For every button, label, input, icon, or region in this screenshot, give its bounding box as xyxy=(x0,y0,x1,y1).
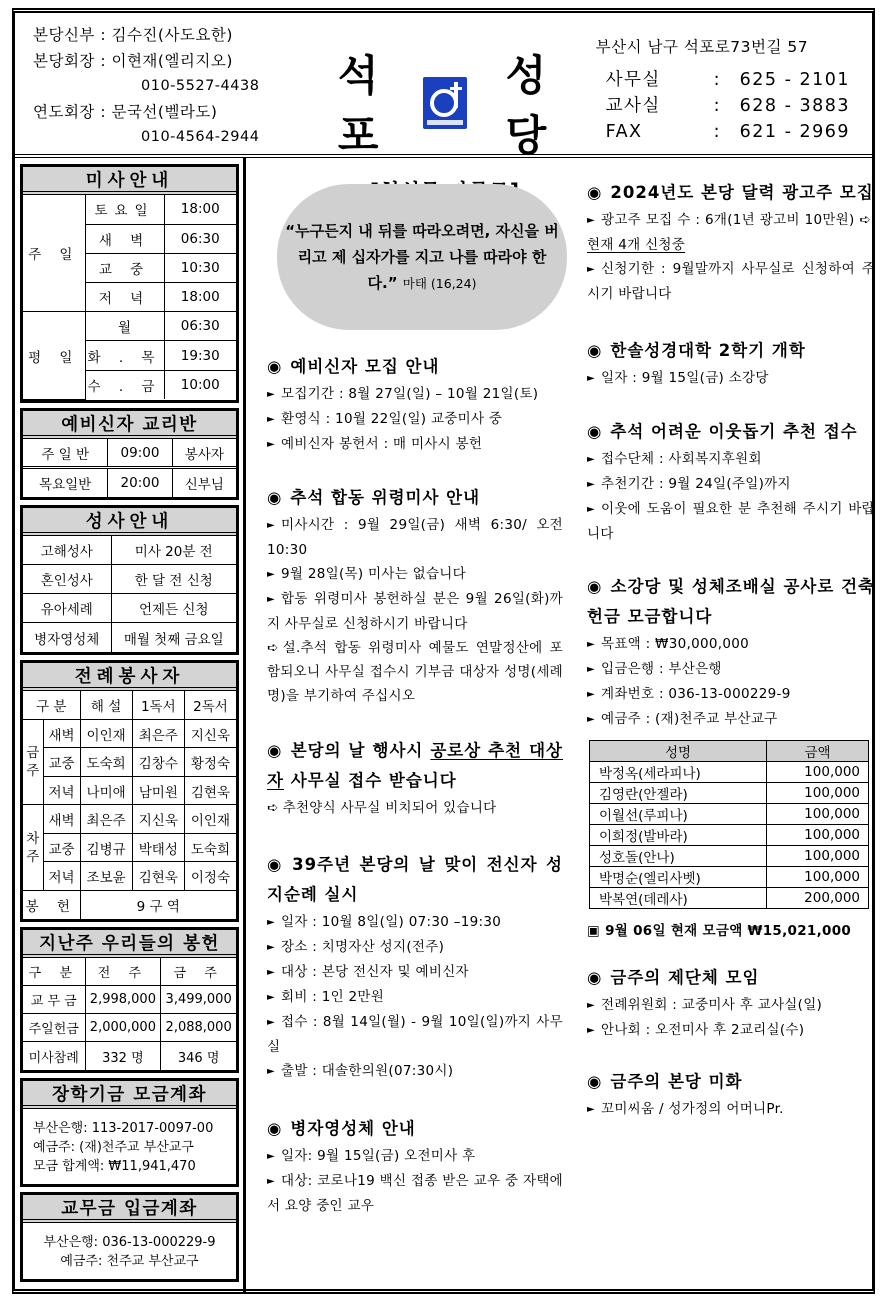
offerings-box xyxy=(20,927,239,1073)
title-right: 성당 xyxy=(505,51,553,160)
bullet-icon: ◉ xyxy=(267,357,283,376)
arrow-icon: ► xyxy=(267,1176,275,1187)
fund-total: ▣ 9월 06일 현재 모금액 ₩15,021,000 xyxy=(587,923,852,939)
bullet-icon: ◉ xyxy=(587,183,603,202)
arrow-icon: ► xyxy=(267,520,275,531)
catechumen-class-table: 주 일 반 09:00 봉사자 목요일반 20:00 신부님 xyxy=(23,439,236,497)
table-row: 김영란(안젤라) 100,000 xyxy=(590,783,869,804)
arrow-icon: ► xyxy=(587,1000,595,1011)
title-left: 석포 xyxy=(337,51,385,160)
notice-sick-communion: ◉ 병자영성체 안내 ► 일자: 9월 15일(금) 오전미사 후 ► 대상: 코로나19 백신 접종 받은 교우 중 자택에서 요양 중인 교우 xyxy=(267,1119,563,1214)
arrow-icon: ► xyxy=(587,639,595,650)
catechumen-class-title: 예비신자 교리반 xyxy=(23,411,236,439)
arrow-icon: ► xyxy=(267,1066,275,1077)
arrow-icon: ► xyxy=(267,967,275,978)
notice-merit-award: ◉ 본당의 날 행사시 공로상 추천 대상자 사무실 접수 받습니다 ➪ 추천양식 사무실 비치되어 있습니다 xyxy=(267,741,563,816)
table-row: 성호돌(안나) 100,000 xyxy=(590,846,869,867)
arrow-icon: ► xyxy=(587,1025,595,1036)
arrow-icon: ► xyxy=(587,373,595,384)
table-row: 박복연(데레사) 200,000 xyxy=(590,888,869,909)
arrow-icon: ► xyxy=(267,439,275,450)
arrow-icon: ► xyxy=(587,454,595,465)
arrow-icon: ► xyxy=(267,917,275,928)
bullet-icon: ◉ xyxy=(587,422,603,441)
sidebar xyxy=(15,158,246,1294)
arrow-icon: ► xyxy=(267,942,275,953)
hand-pointer-icon: ➪ xyxy=(267,800,279,816)
liturgy-ministers-title: 전례봉사자 xyxy=(23,663,236,691)
arrow-icon: ► xyxy=(587,504,595,515)
staff-memorial-president: 연도회장 : 문국선(벨라도) xyxy=(33,102,218,121)
bullet-icon: ◉ xyxy=(587,577,603,596)
table-row: 박명순(엘리사벳) 100,000 xyxy=(590,867,869,888)
sacraments-box xyxy=(20,505,239,655)
bulletin-page xyxy=(12,8,875,1294)
catechumen-class-box xyxy=(20,408,239,500)
bullet-icon: ◉ xyxy=(267,855,285,874)
arrow-icon: ► xyxy=(267,992,275,1003)
staff-pastor: 본당신부 : 김수진(사도요한) xyxy=(33,26,233,44)
scholarship-account-details: 부산은행: 113-2017-0097-00 예금주: (재)천주교 부산교구 모금 합계액: ₩11,941,470 xyxy=(33,1120,214,1174)
contact-teachers: 교사실 : 628 - 3883 xyxy=(605,96,850,116)
staff-list xyxy=(33,23,259,151)
arrow-icon: ► xyxy=(587,215,595,226)
arrow-icon: ► xyxy=(267,1151,275,1162)
notice-building-fund: ◉ 소강당 및 성체조배실 공사로 건축헌금 모금합니다 ► 목표액 : ₩30,000,000 ► 입금은행 : 부산은행 ► 계좌번호 : 036-13-000229-9 ► 예금주 : (재)천주교 부산교구 성명 금액 박정옥(세라피나) 100,000 김영란(안젤라) 100,000 이월선(루피나) 100,000 이희정(발바라) 100,000 성호돌(안나) 100,000 박명순(엘리사벳) 100,000 박복연(데레사) 200,000 ▣ 9월 06일 현재 모금액 ₩15,021,000 xyxy=(587,577,875,939)
staff-memorial-phone: 010-4564-2944 xyxy=(141,129,260,145)
arrow-icon: ► xyxy=(587,714,595,725)
bullet-icon: ◉ xyxy=(267,488,283,507)
bullet-icon: ◉ xyxy=(267,741,283,760)
notice-pilgrimage: ◉ 39주년 본당의 날 맞이 전신자 성지순례 실시 ► 일자 : 10월 8일(일) 07:30 –19:30 ► 장소 : 치명자산 성지(전주) ► 대상 : 본당 전신자 및 예비신자 ► 회비 : 1인 2만원 ► 접수 : 8월 14일(월) - 9월 10일(일)까지 사무실 ► 출발 : 대솔한의원(07:30시) xyxy=(267,855,563,1079)
scripture-reference: 마태 (16,24) xyxy=(402,275,477,291)
bullet-icon: ◉ xyxy=(267,1119,283,1138)
hand-pointer-icon: ➪ xyxy=(267,640,279,656)
liturgy-ministers-box xyxy=(20,660,239,922)
notice-church-cleaning: ◉ 금주의 본당 미화 ► 꼬미씨움 / 성가정의 어머니Pr. xyxy=(587,1072,784,1117)
middle-column xyxy=(251,158,573,1218)
bullet-icon: ◉ xyxy=(587,341,603,360)
parish-logo-icon xyxy=(423,77,467,129)
staff-president-phone: 010-5527-4438 xyxy=(141,78,260,94)
notice-chuseok-memorial-mass: ◉ 추석 합동 위령미사 안내 ► 미사시간 : 9월 29일(금) 새벽 6:30/ 오전 10:30 ► 9월 28일(목) 미사는 없습니다 ► 합동 위령미사 봉헌하실 분은 9월 26일(화)까지 사무실로 신청하시기 바랍니다 ➪ 설.추석 합동 위령미사 예물도 연말정산에 포함되오니 사무실 접수시 기부금 대상자 성명(세례명)을 부기하여 주십시오 xyxy=(267,488,563,704)
square-icon: ▣ xyxy=(587,923,601,939)
dues-account-details: 부산은행: 036-13-000229-9 예금주: 천주교 부산교구 xyxy=(43,1234,216,1269)
arrow-icon: ► xyxy=(267,414,275,425)
table-row: 박정옥(세라피나) 100,000 xyxy=(590,762,869,783)
arrow-icon: ► xyxy=(587,264,595,275)
arrow-icon: ► xyxy=(267,1017,275,1028)
address: 부산시 남구 석포로73번길 57 xyxy=(595,38,809,56)
offerings-title: 지난주 우리들의 봉헌 xyxy=(23,930,236,958)
mass-schedule-title: 미사안내 xyxy=(23,167,236,195)
contact-info xyxy=(596,35,850,145)
arrow-icon: ► xyxy=(587,1104,595,1115)
dues-account-title: 교무금 입금계좌 xyxy=(23,1195,236,1223)
mass-schedule-table: 주 일 토요일 18:00 새 벽 06:30 교 중 10:30 저 녁 18:00 평 일 월 06:30 화 . 목 19:30 수 . 금 10:00 xyxy=(23,195,236,400)
arrow-icon: ► xyxy=(587,689,595,700)
liturgy-ministers-table: 구 분 해 설 1독서 2독서 금주 새벽 이인재 최은주 지신욱 교중 도숙희 김창수 황정숙 저녁 나미애 남미원 김현욱 차주 새벽 최은주 지신욱 이인재 교중 김병규 박태성 도숙희 저녁 조보윤 김현욱 이정숙 봉 헌 9 구 역 xyxy=(23,691,236,919)
notice-catechumen-recruit: ◉ 예비신자 모집 안내 ► 모집기간 : 8월 27일(일) – 10월 21일(토) ► 환영식 : 10월 22일(일) 교중미사 중 ► 예비신자 봉헌서 : 매 미사시 봉헌 xyxy=(267,357,539,452)
notice-bible-college: ◉ 한솔성경대학 2학기 개학 ► 일자 : 9월 15일(금) 소강당 xyxy=(587,341,806,386)
offerings-table: 구 분 전 주 금 주 교 무 금 2,998,000 3,499,000 주일헌금 2,000,000 2,088,000 미사참례 332 명 346 명 xyxy=(23,958,236,1070)
arrow-icon: ► xyxy=(587,479,595,490)
contact-office: 사무실 : 625 - 2101 xyxy=(605,70,850,90)
scholarship-account-box xyxy=(20,1078,239,1187)
arrow-icon: ► xyxy=(587,664,595,675)
bullet-icon: ◉ xyxy=(587,968,603,987)
sacraments-title: 성사안내 xyxy=(23,508,236,536)
arrow-icon: ► xyxy=(267,594,275,605)
table-row: 이월선(루피나) 100,000 xyxy=(590,804,869,825)
notice-group-meetings: ◉ 금주의 제단체 모임 ► 전례위원회 : 교중미사 후 교사실(일) ► 안나회 : 오전미사 후 2교리실(수) xyxy=(587,968,823,1038)
sacraments-table: 고해성사 미사 20분 전 혼인성사 한 달 전 신청 유아세례 언제든 신청 병자영성체 매월 첫째 금요일 xyxy=(23,536,236,652)
scholarship-account-title: 장학기금 모금계좌 xyxy=(23,1081,236,1109)
right-column xyxy=(575,158,875,1122)
bulletin-header xyxy=(15,13,872,158)
arrow-icon: ► xyxy=(267,569,275,580)
dues-account-box xyxy=(20,1192,239,1282)
scripture-quote: “누구든지 내 뒤를 따라오려면, 자신을 버리고 제 십자가를 지고 나를 따라야 한다.” 마태 (16,24) xyxy=(277,184,567,330)
contact-fax: FAX : 621 - 2969 xyxy=(605,122,850,142)
table-row: 이희정(발바라) 100,000 xyxy=(590,825,869,846)
notice-calendar-advertisers: ◉ 2024년도 본당 달력 광고주 모집 ► 광고주 모집 수 : 6개(1년 광고비 10만원) ➪현재 4개 신청중 ► 신청기한 : 9월말까지 사무실로 신청하여 주시기 바랍니다 xyxy=(587,183,875,302)
donor-table: 성명 금액 박정옥(세라피나) 100,000 김영란(안젤라) 100,000 이월선(루피나) 100,000 이희정(발바라) 100,000 성호돌(안나) 100,000 박명순(엘리사벳) 100,000 박복연(데레사) 200,000 xyxy=(589,740,869,909)
notice-neighbor-help: ◉ 추석 어려운 이웃돕기 추천 접수 ► 접수단체 : 사회복지후원회 ► 추천기간 : 9월 24일(주일)까지 ► 이웃에 도움이 필요한 분 추천해 주시기 바랍니다 xyxy=(587,422,875,542)
staff-president: 본당회장 : 이현재(엘리지오) xyxy=(33,51,233,70)
bullet-icon: ◉ xyxy=(587,1072,603,1091)
mass-schedule-box xyxy=(20,164,239,403)
hand-pointer-icon: ➪ xyxy=(859,212,871,228)
arrow-icon: ► xyxy=(267,389,275,400)
